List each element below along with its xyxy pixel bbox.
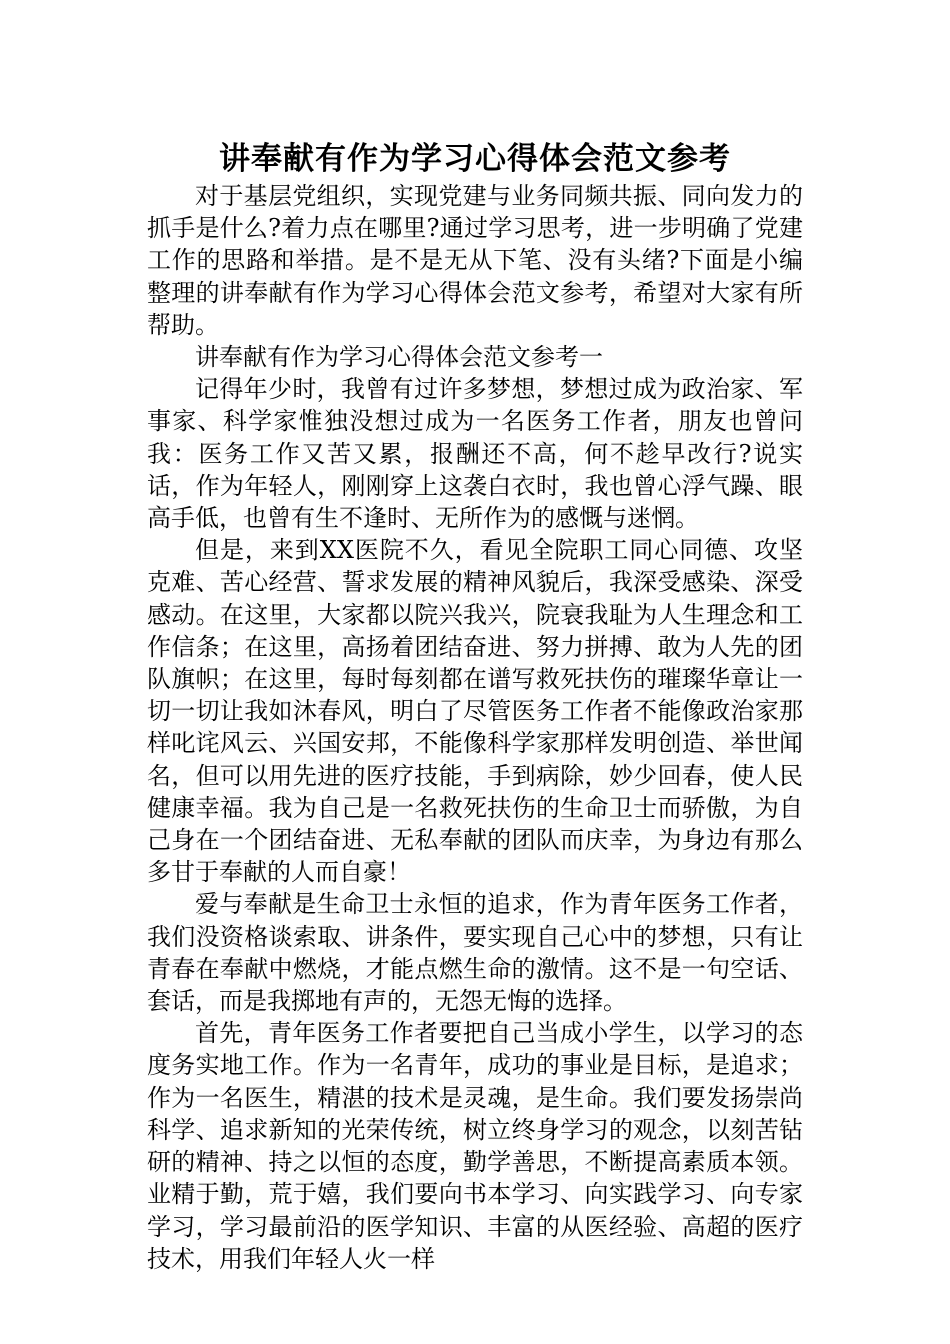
section-heading: 讲奉献有作为学习心得体会范文参考一	[195, 343, 603, 372]
body-paragraph: 首先，青年医务工作者要把自己当成小学生，以学习的态度务实地工作。作为一名青年，成功的事业是目标，是追求；作为一名医生，精湛的技术是灵魂，是生命。我们要发扬崇尚科学、追求新知的光荣传统，树立终身学习的观念，以刻苦钻研的精神、持之以恒的态度，勤学善思，不断提高素质本领。业精于勤，荒于嬉，我们要向书本学习、向实践学习、向专家学习，学习最前沿的医学知识、丰富的从医经验、高超的医疗技术，用我们年轻人火一样	[147, 1019, 803, 1273]
body-paragraph: 爱与奉献是生命卫士永恒的追求，作为青年医务工作者，我们没资格谈索取、讲条件，要实现自己心中的梦想，只有让青春在奉献中燃烧，才能点燃生命的激情。这不是一句空话、套话，而是我掷地有声的，无怨无悔的选择。	[147, 890, 803, 1016]
intro-paragraph: 对于基层党组织，实现党建与业务同频共振、同向发力的抓手是什么?着力点在哪里?通过学习思考，进一步明确了党建工作的思路和举措。是不是无从下笔、没有头绪?下面是小编整理的讲奉献有作为学习心得体会范文参考，希望对大家有所帮助。	[147, 182, 803, 339]
body-paragraph: 但是，来到XX医院不久，看见全院职工同心同德、攻坚克难、苦心经营、誓求发展的精神风貌后，我深受感染、深受感动。在这里，大家都以院兴我兴，院衰我耻为人生理念和工作信条；在这里，高扬着团结奋进、努力拼搏、敢为人先的团队旗帜；在这里，每时每刻都在谱写救死扶伤的璀璨华章让一切一切让我如沐春风，明白了尽管医务工作者不能像政治家那样叱诧风云、兴国安邦，不能像科学家那样发明创造、举世闻名，但可以用先进的医疗技能，手到病除，妙少回春，使人民健康幸福。我为自己是一名救死扶伤的生命卫士而骄傲，为自己身在一个团结奋进、无私奉献的团队而庆幸，为身边有那么多甘于奉献的人而自豪！	[147, 536, 803, 887]
body-paragraph: 记得年少时，我曾有过许多梦想，梦想过成为政治家、军事家、科学家惟独没想过成为一名医务工作者，朋友也曾问我：医务工作又苦又累，报酬还不高，何不趁早改行?说实话，作为年轻人，刚刚穿上这袭白衣时，我也曾心浮气躁、眼高手低，也曾有生不逢时、无所作为的感慨与迷惘。	[147, 375, 803, 533]
document-page	[147, 138, 803, 1275]
document-title: 讲奉献有作为学习心得体会范文参考	[219, 141, 731, 177]
